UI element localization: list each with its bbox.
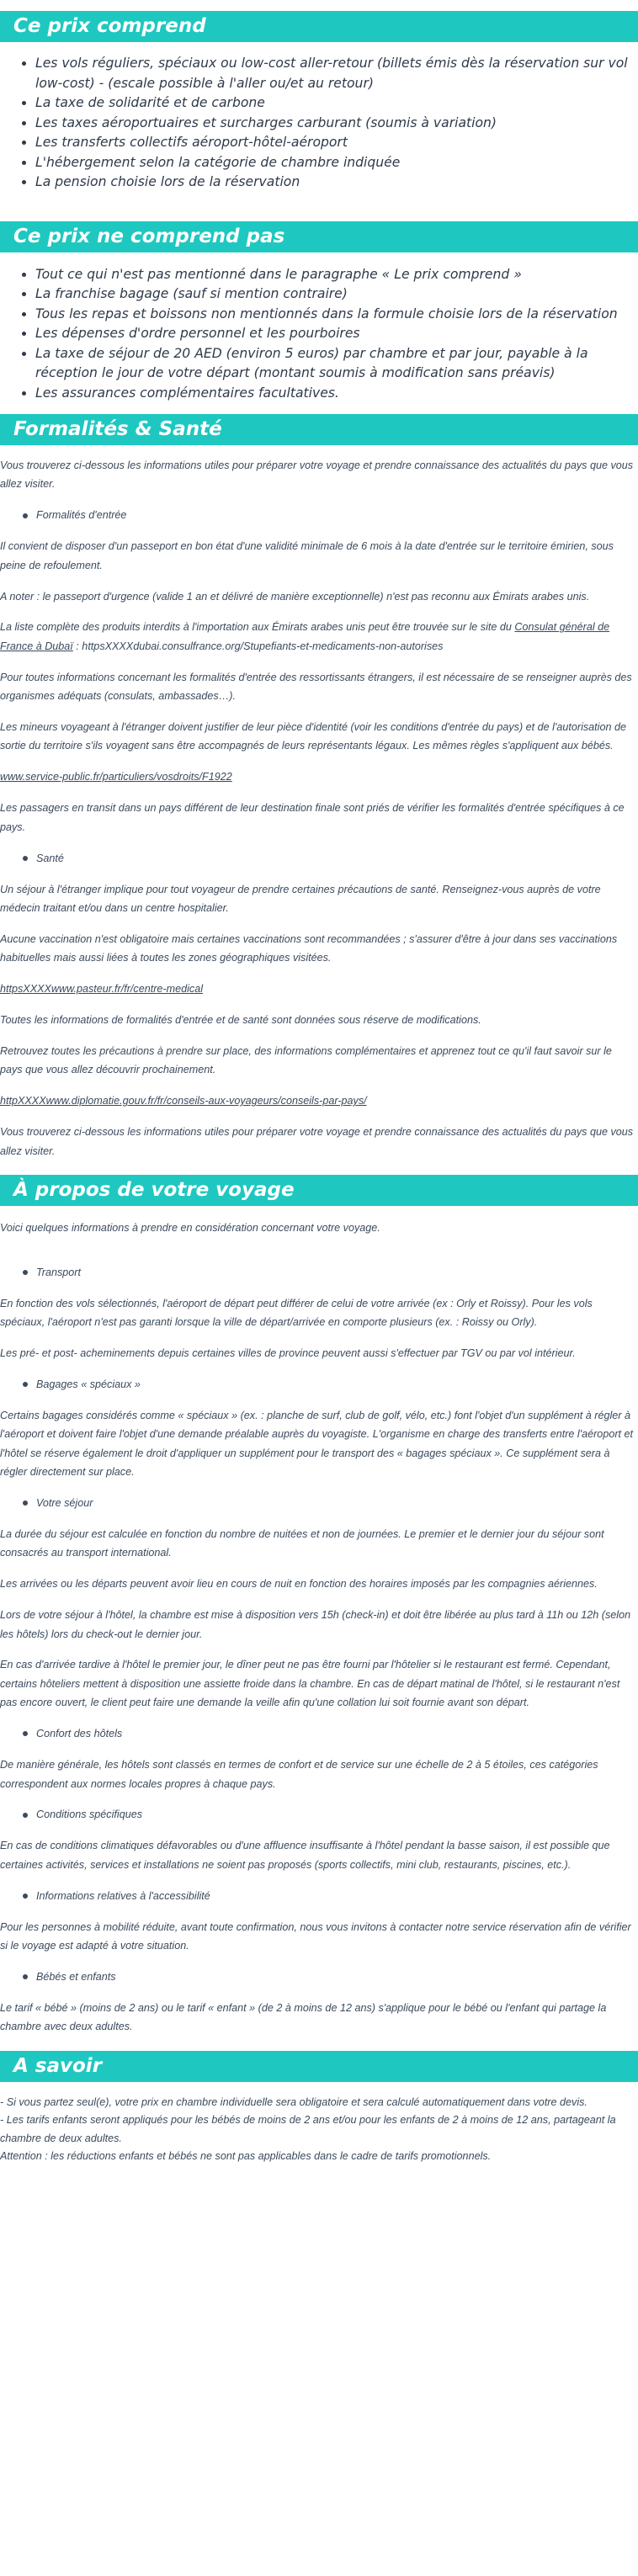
- section-title: A savoir: [0, 2051, 638, 2082]
- list-item: • La taxe de solidarité et de carbone: [35, 93, 638, 114]
- includes-list: [0, 54, 638, 193]
- list-item: • La taxe de séjour de 20 AED (environ 5 euros) par chambre et par jour, payable à la réception le jour de votre départ (montant soumis à modification sans préavis): [35, 344, 638, 384]
- paragraph: Certains bagages considérés comme « spéciaux » (ex. : planche de surf, club de golf, vélo, etc.) font l'objet d'un supplément à régler à l'aéroport et doivent faire l'objet d'une demande préalable auprès du voyagiste. L'organisme en charge des transferts entre l'aéroport et l'hôtel se réserve également le droit d'appliquer un supplément pour le transport des « bagages spéciaux ». Ce supplément sera à régler directement sur place.: [0, 1409, 634, 1479]
- bullet-icon: [23, 1382, 28, 1387]
- paragraph: Vous trouverez ci-dessous les informations utiles pour préparer votre voyage et prendre connaissance des actualités du pays que vous allez visiter.: [0, 1126, 634, 1157]
- subheading-label: Formalités d'entrée: [36, 509, 127, 522]
- list-item: • Les taxes aéroportuaires et surcharges carburant (soumis à variation): [35, 114, 638, 134]
- list-item: • Les dépenses d'ordre personnel et les pourboires: [35, 324, 638, 344]
- bullet-icon: [23, 1893, 28, 1899]
- bullet-icon: [23, 1974, 28, 1979]
- subheading-accessibility: [23, 1887, 635, 1905]
- list-item: • L'hébergement selon la catégorie de chambre indiquée: [35, 153, 638, 173]
- section-price-excludes: [0, 221, 638, 404]
- subheading-hotel-comfort: [23, 1724, 635, 1743]
- excludes-list: [0, 265, 638, 404]
- list-item: • Les transferts collectifs aéroport-hôtel-aéroport: [35, 133, 638, 153]
- good-to-know-body: [0, 2094, 638, 2166]
- formalities-body: [0, 456, 638, 1161]
- section-about-trip: [0, 1175, 638, 2037]
- subheading-label: Confort des hôtels: [36, 1728, 123, 1740]
- paragraph: Vous trouverez ci-dessous les informations utiles pour préparer votre voyage et prendre connaissance des actualités du pays que vous allez visiter.: [0, 459, 634, 491]
- paragraph: En fonction des vols sélectionnés, l'aéroport de départ peut différer de celui de votre arrivée (ex : Orly et Roissy). Pour les vols spéciaux, l'aéroport n'est pas garanti lorsque la ville de départ/arrivée en comporte plusieurs (ex. : Roissy ou Orly).: [0, 1297, 593, 1329]
- paragraph: Toutes les informations de formalités d'entrée et de santé sont données sous réserve de modifications.: [0, 1014, 481, 1027]
- about-trip-body: [0, 1219, 638, 2037]
- subheading-special-luggage: [23, 1375, 635, 1394]
- text: : httpsXXXXdubai.consulfrance.org/Stupefiants-et-medicaments-non-autorises: [72, 640, 444, 652]
- paragraph: [0, 767, 635, 786]
- paragraph: Retrouvez toutes les précautions à prendre sur place, des informations complémentaires et apprenez tout ce qu'il faut savoir sur le pays que vous allez découvrir prochainement.: [0, 1044, 612, 1076]
- paragraph: En cas de conditions climatiques défavorables ou d'une affluence insuffisante à l'hôtel pendant la basse saison, il est possible que certaines activités, services et installations ne soient pas proposés (sports collectifs, mini club, restaurants, piscines, etc.).: [0, 1840, 610, 1871]
- paragraph: [0, 618, 635, 656]
- paragraph: La durée du séjour est calculée en fonction du nombre de nuitées et non de journées. Le premier et le dernier jour du séjour sont consacrés au transport international.: [0, 1527, 604, 1559]
- list-item: • Tout ce qui n'est pas mentionné dans le paragraphe « Le prix comprend »: [35, 265, 638, 285]
- bullet-icon: [23, 1500, 28, 1506]
- subheading-babies-children: [23, 1968, 635, 1986]
- paragraph: Lors de votre séjour à l'hôtel, la chambre est mise à disposition vers 15h (check-in) et doit être libérée au plus tard à 11h ou 12h (selon les hôtels) lors du check-out le dernier jour.: [0, 1609, 631, 1640]
- subheading-label: Bagages « spéciaux »: [36, 1378, 141, 1390]
- paragraph: Les mineurs voyageant à l'étranger doivent justifier de leur pièce d'identité (voir les conditions d'entrée du pays) et de l'autorisation de sortie du territoire s'ils voyagent sans être accompagnés de leurs représentants légaux. Les mêmes règles s'appliquent aux bébés.: [0, 721, 626, 752]
- subheading-specific-conditions: [23, 1805, 635, 1824]
- section-title: Formalités & Santé: [0, 414, 638, 445]
- subheading-label: Votre séjour: [36, 1497, 93, 1510]
- subheading-label: Santé: [36, 852, 64, 864]
- paragraph: Aucune vaccination n'est obligatoire mais certaines vaccinations sont recommandées ; s'assurer d'être à jour dans ses vaccinations habituelles mais aussi liées à toutes les zones géographiques visitées.: [0, 932, 618, 964]
- paragraph: - Si vous partez seul(e), votre prix en chambre individuelle sera obligatoire et sera calculé automatiquement dans votre devis.: [0, 2095, 587, 2108]
- bullet-icon: [23, 1270, 28, 1275]
- paragraph: Pour les personnes à mobilité réduite, avant toute confirmation, nous vous invitons à contacter notre service réservation afin de vérifier si le voyage est adapté à votre situation.: [0, 1920, 631, 1952]
- paragraph: Les arrivées ou les départs peuvent avoir lieu en cours de nuit en fonction des horaires imposés par les compagnies aériennes.: [0, 1578, 598, 1591]
- bullet-icon: [23, 513, 28, 518]
- consulate-link[interactable]: Consulat général de France à Dubaï: [0, 621, 610, 652]
- text: La liste complète des produits interdits à l'importation aux Émirats arabes unis peut être trouvée sur le site du: [0, 621, 515, 634]
- paragraph: [0, 1091, 635, 1110]
- list-item: • La pension choisie lors de la réservation: [35, 173, 638, 193]
- list-item: • Tous les repas et boissons non mentionnés dans la formule choisie lors de la réservation: [35, 305, 638, 325]
- bullet-icon: [23, 856, 28, 861]
- section-good-to-know: [0, 2051, 638, 2166]
- paragraph: Attention : les réductions enfants et bébés ne sont pas applicables dans le cadre de tarifs promotionnels.: [0, 2150, 492, 2163]
- diplomatie-link[interactable]: httpXXXXwww.diplomatie.gouv.fr/fr/conseils-aux-voyageurs/conseils-par-pays/: [0, 1095, 367, 1107]
- paragraph: Les pré- et post- acheminements depuis certaines villes de province peuvent aussi s'effectuer par TGV ou par vol intérieur.: [0, 1347, 576, 1360]
- paragraph: Pour toutes informations concernant les formalités d'entrée des ressortissants étrangers, il est nécessaire de se renseigner auprès des organismes adéquats (consulats, ambassades…).: [0, 671, 632, 703]
- bullet-icon: [23, 1813, 28, 1818]
- subheading-health: [23, 849, 635, 868]
- subheading-entry-formalities: [23, 506, 635, 524]
- service-public-link[interactable]: www.service-public.fr/particuliers/vosdroits/F1922: [0, 771, 232, 783]
- subheading-your-stay: [23, 1494, 635, 1512]
- paragraph: A noter : le passeport d'urgence (valide 1 an et délivré de manière exceptionnelle) n'est pas reconnu aux Émirats arabes unis.: [0, 590, 590, 603]
- pasteur-link[interactable]: httpsXXXXwww.pasteur.fr/fr/centre-medical: [0, 983, 204, 996]
- section-price-includes: [0, 11, 638, 193]
- subheading-label: Informations relatives à l'accessibilité: [36, 1889, 210, 1902]
- paragraph: - Les tarifs enfants seront appliqués pour les bébés de moins de 2 ans et/ou pour les enfants de 2 à moins de 12 ans, partageant la chambre de deux adultes.: [0, 2114, 616, 2144]
- subheading-transport: [23, 1263, 635, 1282]
- paragraph: Le tarif « bébé » (moins de 2 ans) ou le tarif « enfant » (de 2 à moins de 12 ans) s'applique pour le bébé ou l'enfant qui partage la chambre avec deux adultes.: [0, 2001, 607, 2033]
- section-title: À propos de votre voyage: [0, 1175, 638, 1206]
- section-title: Ce prix comprend: [0, 11, 638, 42]
- paragraph: Il convient de disposer d'un passeport en bon état d'une validité minimale de 6 mois à la date d'entrée sur le territoire émirien, sous peine de refoulement.: [0, 540, 614, 571]
- list-item: • Les vols réguliers, spéciaux ou low-cost aller-retour (billets émis dès la réservation sur vol low-cost) - (escale possible à l'aller ou/et au retour): [35, 54, 638, 93]
- paragraph: [0, 980, 635, 998]
- paragraph: De manière générale, les hôtels sont classés en termes de confort et de service sur une échelle de 2 à 5 étoiles, ces catégories correspondent aux normes locales propres à chaque pays.: [0, 1759, 598, 1790]
- section-title: Ce prix ne comprend pas: [0, 221, 638, 252]
- bullet-icon: [23, 1731, 28, 1736]
- list-item: • La franchise bagage (sauf si mention contraire): [35, 284, 638, 305]
- section-formalities-health: [0, 414, 638, 1161]
- paragraph: Les passagers en transit dans un pays différent de leur destination finale sont priés de vérifier les formalités d'entrée spécifiques à ce pays.: [0, 802, 625, 833]
- list-item: • Les assurances complémentaires facultatives.: [35, 384, 638, 404]
- subheading-label: Transport: [36, 1266, 81, 1278]
- paragraph: Voici quelques informations à prendre en considération concernant votre voyage.: [0, 1221, 380, 1234]
- paragraph: Un séjour à l'étranger implique pour tout voyageur de prendre certaines précautions de santé. Renseignez-vous auprès de votre médecin traitant et/ou dans un centre hospitalier.: [0, 883, 601, 914]
- subheading-label: Bébés et enfants: [36, 1970, 116, 1983]
- page: [0, 11, 638, 2166]
- paragraph: En cas d'arrivée tardive à l'hôtel le premier jour, le dîner peut ne pas être fourni par l'hôtelier si le restaurant est fermé. Cependant, certains hôteliers mettent à disposition une assiette froide dans la chambre. En cas de départ matinal de l'hôtel, si le restaurant n'est pas encore ouvert, le client peut faire une demande la veille afin qu'une collation lui soit fournie avant son départ.: [0, 1659, 620, 1709]
- subheading-label: Conditions spécifiques: [36, 1809, 143, 1821]
- spacer: [0, 1250, 635, 1263]
